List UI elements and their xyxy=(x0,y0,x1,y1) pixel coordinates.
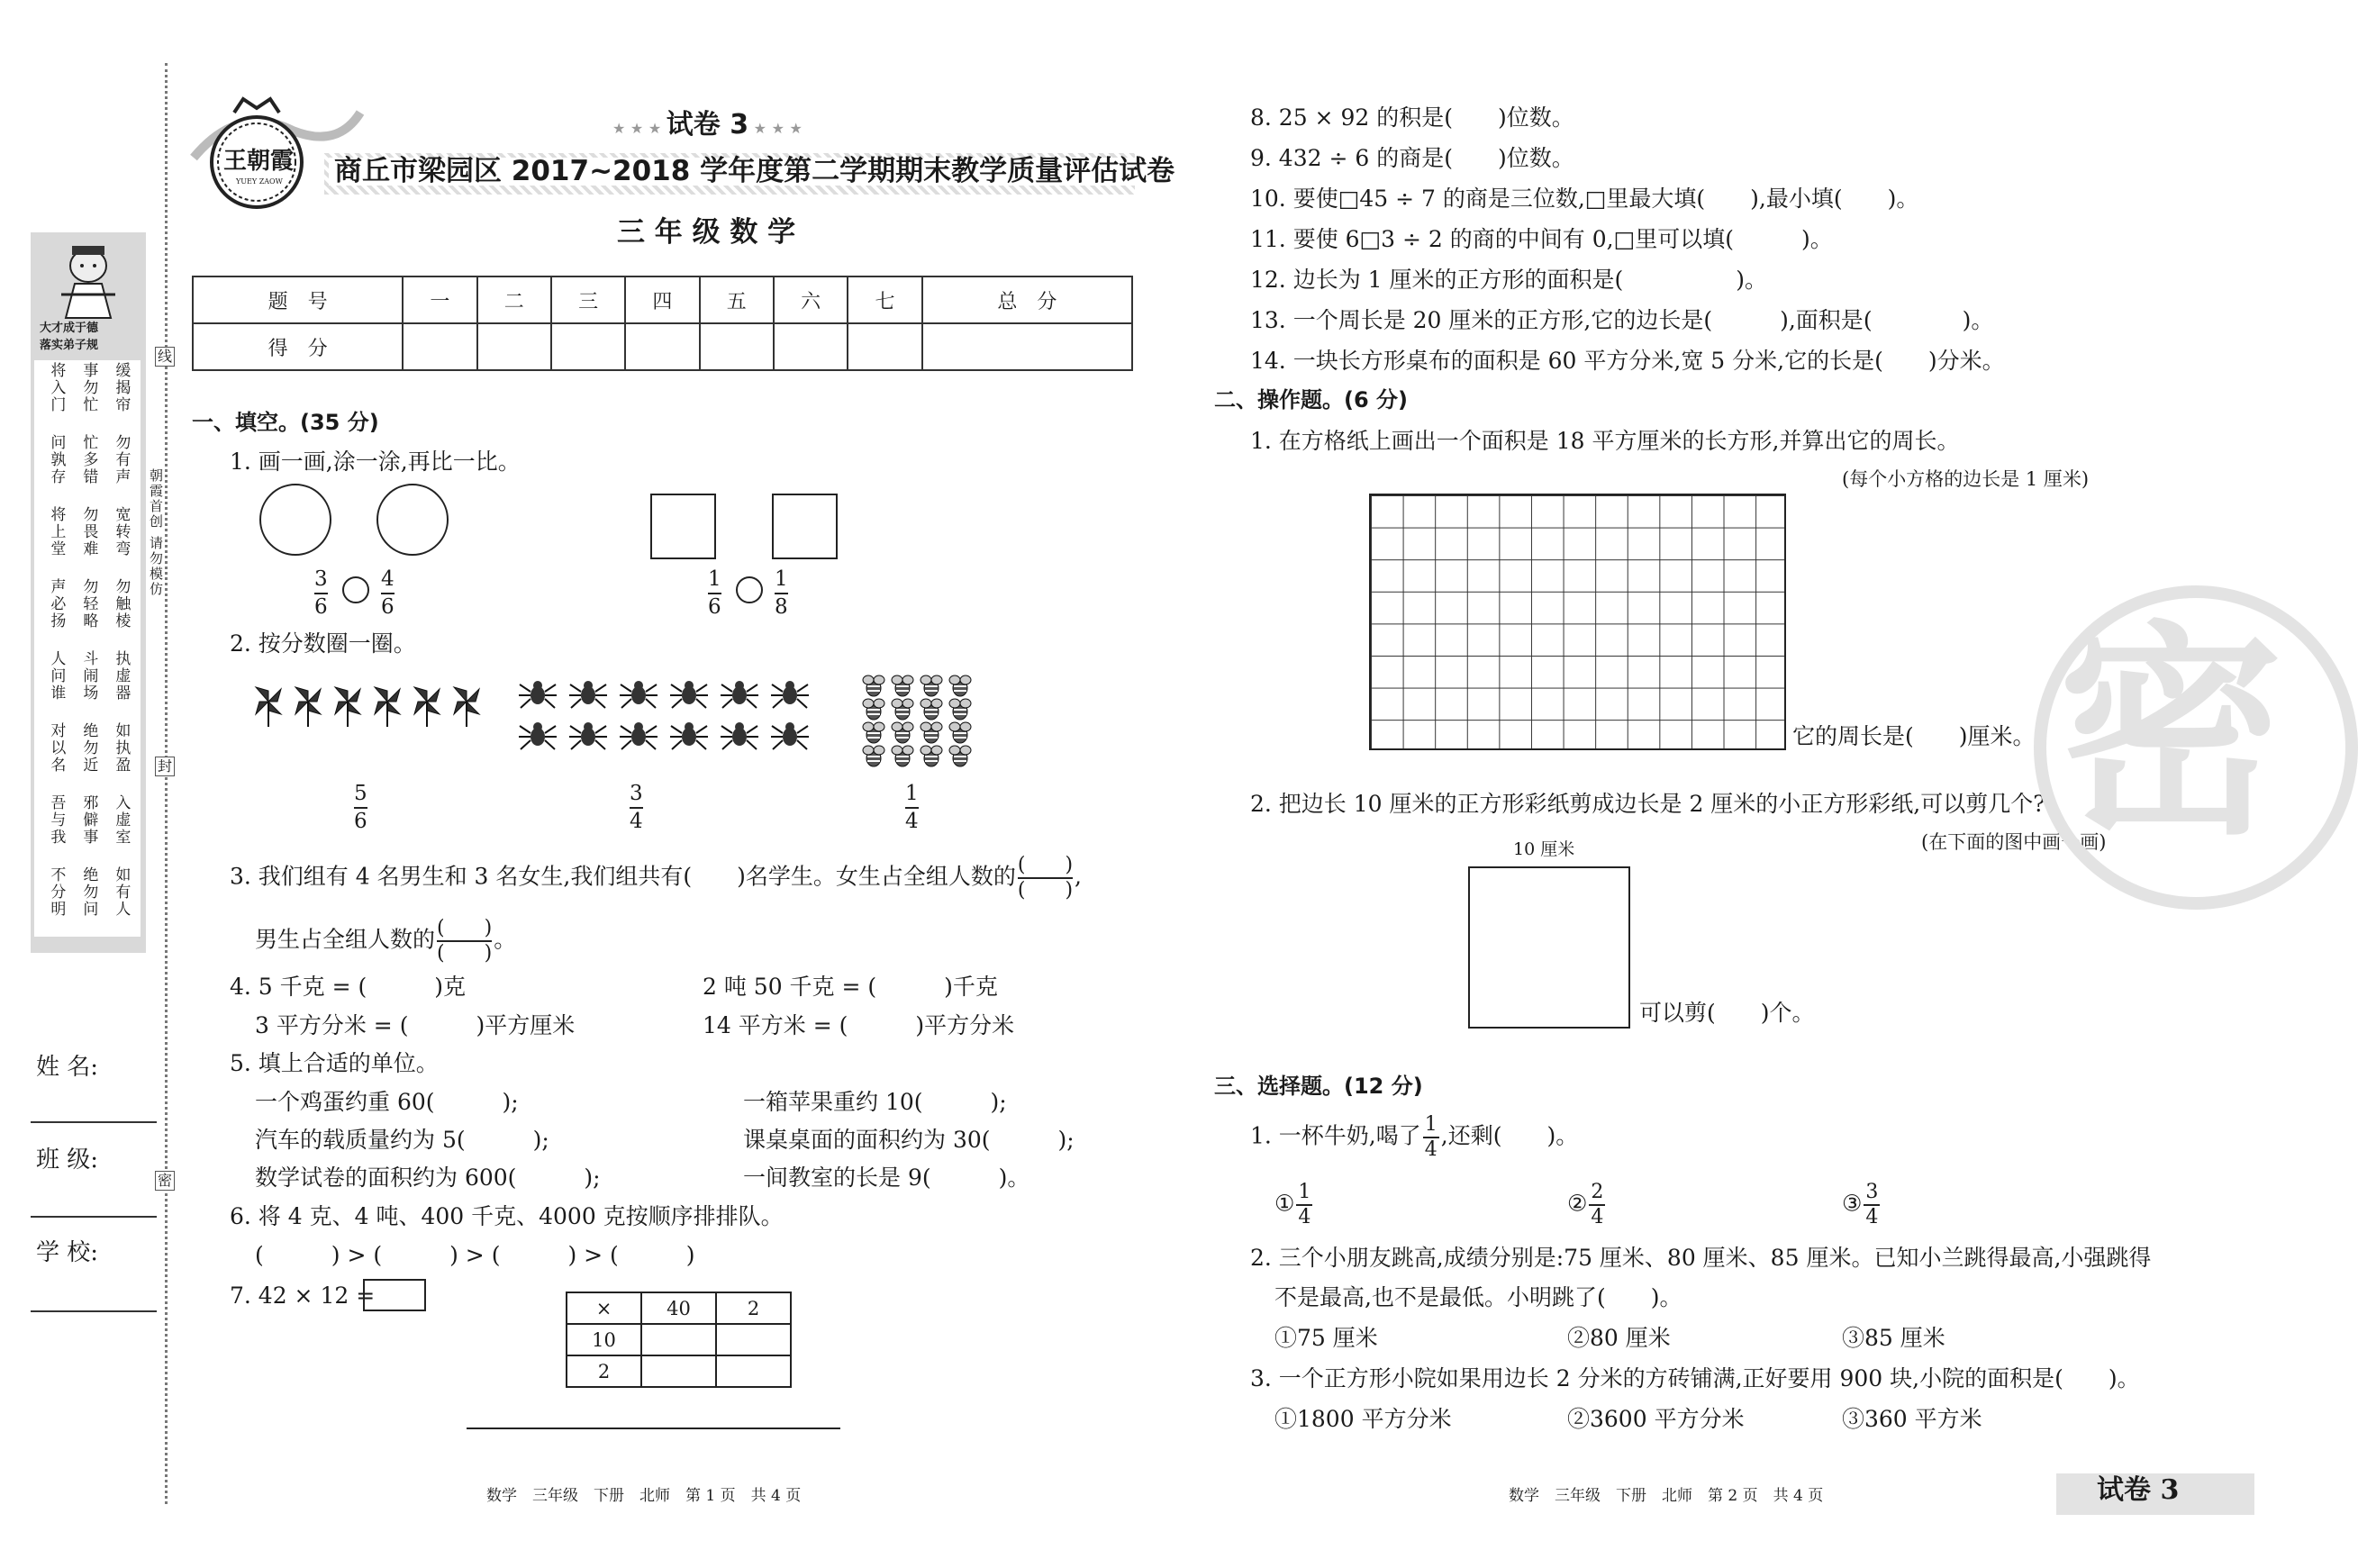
poem-column: 勿触棱 xyxy=(112,578,131,630)
poem-column: 声必扬 xyxy=(47,578,66,630)
poem-column: 吾与我 xyxy=(47,794,66,846)
q2-text: 2. 按分数圈一圈。 xyxy=(230,630,416,657)
q3-blank-fraction[interactable]: ( ) ( ) xyxy=(437,917,493,965)
part3-q1-fraction: $\frac{1}{4}$ xyxy=(1424,1113,1437,1161)
part3-q1-text xyxy=(1250,1115,1578,1160)
score-entry[interactable] xyxy=(774,323,848,370)
logo-text: 王朝霞 xyxy=(223,148,295,175)
part1-heading: 一、填空。(35 分) xyxy=(192,410,379,435)
q7-multiplication-table xyxy=(566,1292,792,1388)
part3-q2-option[interactable]: ①75 厘米 xyxy=(1274,1325,1378,1351)
spider-icon[interactable] xyxy=(568,677,608,717)
class-label: 班 级: xyxy=(36,1147,99,1174)
spider-icon[interactable] xyxy=(720,719,759,758)
q3-text-b: 男生占全组人数的 ( ) ( ) 。 xyxy=(255,917,517,965)
poem-column: 人问谁 xyxy=(47,650,66,702)
part3-q1-text-a: 1. 一杯牛奶,喝了 xyxy=(1250,1122,1421,1149)
q5-item[interactable]: 一个鸡蛋约重 60( ); xyxy=(255,1089,519,1115)
poem-column: 如有人 xyxy=(112,866,131,918)
q1-square-right[interactable] xyxy=(772,494,838,559)
q2-fraction: 5 6 xyxy=(354,782,367,833)
pinwheel-icon[interactable] xyxy=(409,682,445,732)
name-label: 姓 名: xyxy=(36,1054,99,1081)
poem-column: 邪僻事 xyxy=(79,794,98,846)
poem-column: 入虚室 xyxy=(112,794,131,846)
bind-mark-line: 线 xyxy=(155,347,175,367)
score-cell: 六 xyxy=(774,276,848,323)
q1-circle-right[interactable] xyxy=(376,484,449,556)
spider-icon[interactable] xyxy=(669,677,709,717)
class-field[interactable] xyxy=(31,1216,157,1218)
poem-column: 执虚器 xyxy=(112,650,131,702)
q4-item[interactable]: 2 吨 50 千克 = ( )千克 xyxy=(703,974,998,1000)
poem-column: 勿轻略 xyxy=(79,578,98,630)
mult-entry[interactable] xyxy=(641,1355,716,1387)
bind-mark-seal: 封 xyxy=(155,757,175,776)
mult-entry[interactable] xyxy=(716,1324,791,1355)
q2-fraction: 3 4 xyxy=(630,782,643,833)
q7-result-line[interactable] xyxy=(467,1428,840,1429)
binding-dotted-line xyxy=(165,63,168,1504)
score-entry[interactable] xyxy=(625,323,699,370)
pinwheel-icon[interactable] xyxy=(449,682,485,732)
insect-icon[interactable] xyxy=(947,744,974,775)
scholar-illustration xyxy=(43,239,133,320)
poem-column: 将上堂 xyxy=(47,506,66,557)
q3-text-a: 3. 我们组有 4 名男生和 3 名女生,我们组共有( )名学生。女生占全组人数的 xyxy=(230,863,1016,890)
q11-text[interactable]: 11. 要使 6□3 ÷ 2 的商的中间有 0,□里可以填( )。 xyxy=(1250,226,1833,252)
exam-subtitle: 三 年 级 数 学 xyxy=(617,216,796,249)
q3-text-b-label: 男生占全组人数的 xyxy=(255,926,436,953)
q3-text: 3. 我们组有 4 名男生和 3 名女生,我们组共有( )名学生。女生占全组人数的 ( ) ( ) , xyxy=(230,854,1082,902)
q12-text[interactable]: 12. 边长为 1 厘米的正方形的面积是( )。 xyxy=(1250,267,1768,293)
q2-fraction: 1 4 xyxy=(905,782,919,833)
q1-fraction: 3 6 xyxy=(314,567,328,619)
footer-left: 数学 三年级 下册 北师 第 1 页 共 4 页 xyxy=(486,1487,802,1505)
q5-item[interactable]: 一间教室的长是 9( )。 xyxy=(743,1165,1030,1191)
score-cell: 七 xyxy=(848,276,921,323)
part3-q1-option[interactable]: ② $\frac{2}{4}$ xyxy=(1567,1181,1604,1228)
school-label: 学 校: xyxy=(36,1239,99,1266)
bind-mark-secret: 密 xyxy=(155,1171,175,1191)
q1-fraction: 1 6 xyxy=(708,567,721,619)
q5-item[interactable]: 课桌桌面的面积约为 30( ); xyxy=(743,1127,1075,1153)
q1-text: 1. 画一画,涂一涂,再比一比。 xyxy=(230,449,521,475)
q5-item[interactable]: 数学试卷的面积约为 600( ); xyxy=(255,1165,601,1191)
q4-item[interactable]: 4. 5 千克 = ( )克 xyxy=(230,974,467,1000)
part3-q1-text-b[interactable]: ,还剩( )。 xyxy=(1440,1122,1579,1149)
mult-header-cell: 2 xyxy=(567,1355,641,1387)
score-cell: 得 分 xyxy=(193,323,403,370)
q1-compare-circle[interactable] xyxy=(342,576,369,603)
pinwheel-icon[interactable] xyxy=(369,682,405,732)
q5-text: 5. 填上合适的单位。 xyxy=(230,1050,439,1076)
score-entry[interactable] xyxy=(700,323,774,370)
q3-blank-fraction[interactable]: ( ) ( ) xyxy=(1017,854,1074,902)
part3-q2-option[interactable]: ③85 厘米 xyxy=(1842,1325,1945,1351)
spider-icon[interactable] xyxy=(619,719,658,758)
pinwheel-icon[interactable] xyxy=(330,682,366,732)
grid-paper[interactable] xyxy=(1369,494,1786,750)
poem-column: 不分明 xyxy=(47,866,66,918)
score-table-header-row xyxy=(193,276,1132,323)
spider-icon[interactable] xyxy=(568,719,608,758)
score-entry[interactable] xyxy=(403,323,476,370)
q13-text[interactable]: 13. 一个周长是 20 厘米的正方形,它的边长是( ),面积是( )。 xyxy=(1250,307,1994,333)
part2-q2-answer[interactable]: 可以剪( )个。 xyxy=(1639,1000,1815,1026)
exam-title: 商丘市梁园区 2017~2018 学年度第二学期期末教学质量评估试卷 xyxy=(329,158,1180,186)
spider-icon[interactable] xyxy=(518,677,558,717)
score-entry[interactable] xyxy=(922,323,1132,370)
part3-q2-option[interactable]: ②80 厘米 xyxy=(1567,1325,1671,1351)
score-cell: 二 xyxy=(477,276,551,323)
pinwheel-icon[interactable] xyxy=(250,682,286,732)
score-table xyxy=(192,276,1133,371)
star-decoration: ★ ★ ★ xyxy=(612,120,667,137)
q7-answer-box[interactable] xyxy=(363,1279,426,1311)
part3-q1-option[interactable]: ① $\frac{1}{4}$ xyxy=(1274,1181,1311,1228)
q1-fraction: 4 6 xyxy=(381,567,395,619)
poem-column: 宽转弯 xyxy=(112,506,131,557)
sidebar-motto-2: 落实弟子规 xyxy=(40,339,99,352)
q6-order-blanks[interactable]: ( ) > ( ) > ( ) > ( ) xyxy=(255,1242,695,1268)
insect-icon[interactable] xyxy=(860,744,887,775)
poem-column: 勿有声 xyxy=(112,434,131,485)
q5-item[interactable]: 一箱苹果重约 10( ); xyxy=(743,1089,1007,1115)
score-cell: 三 xyxy=(551,276,625,323)
spider-icon[interactable] xyxy=(770,719,810,758)
q1-compare-circle[interactable] xyxy=(736,576,763,603)
mult-header-cell: 10 xyxy=(567,1324,641,1355)
q4-item[interactable]: 3 平方分米 = ( )平方厘米 xyxy=(255,1012,576,1038)
spider-icon[interactable] xyxy=(720,677,759,717)
insect-icon[interactable] xyxy=(889,744,916,775)
part2-q2-text: 2. 把边长 10 厘米的正方形彩纸剪成边长是 2 厘米的小正方形彩纸,可以剪几个? xyxy=(1250,791,2045,817)
poem-column: 勿畏难 xyxy=(79,506,98,557)
part2-heading: 二、操作题。(6 分) xyxy=(1214,387,1408,412)
score-cell: 一 xyxy=(403,276,476,323)
part3-q2-text-b[interactable]: 不是最高,也不是最低。小明跳了( )。 xyxy=(1274,1284,1682,1310)
spider-icon[interactable] xyxy=(518,719,558,758)
q14-text[interactable]: 14. 一块长方形桌布的面积是 60 平方分米,宽 5 分米,它的长是( )分米。 xyxy=(1250,348,2005,374)
insect-icon[interactable] xyxy=(918,744,945,775)
q10-text[interactable]: 10. 要使□45 ÷ 7 的商是三位数,□里最大填( ),最小填( )。 xyxy=(1250,186,1919,212)
score-cell: 五 xyxy=(700,276,774,323)
poem-column: 如执盈 xyxy=(112,722,131,774)
poem-column: 缓揭帘 xyxy=(112,362,131,413)
score-cell: 总 分 xyxy=(922,276,1132,323)
sidebar-notice: 朝霞首创 请勿模仿 xyxy=(148,468,164,597)
part3-q3-option[interactable]: ③360 平方米 xyxy=(1842,1406,1982,1432)
q1-fraction: 1 8 xyxy=(775,567,788,619)
q7-text: 7. 42 × 12 = xyxy=(230,1282,376,1309)
mult-header-cell: 40 xyxy=(641,1292,716,1324)
score-entry[interactable] xyxy=(551,323,625,370)
spider-icon[interactable] xyxy=(619,677,658,717)
paper-tag xyxy=(612,109,803,140)
footer-right: 数学 三年级 下册 北师 第 2 页 共 4 页 xyxy=(1509,1487,1824,1505)
poem-column: 问孰存 xyxy=(47,434,66,485)
school-field[interactable] xyxy=(31,1310,157,1312)
watermark-glyph: 密 xyxy=(2058,603,2283,865)
score-entry[interactable] xyxy=(477,323,551,370)
paper-tag-label: 试卷 3 xyxy=(666,109,749,140)
poem-column: 绝勿近 xyxy=(79,722,98,774)
poem-column: 斗闹场 xyxy=(79,650,98,702)
q6-text: 6. 将 4 克、4 吨、400 千克、4000 克按顺序排排队。 xyxy=(230,1203,784,1229)
poem-column: 将入门 xyxy=(47,362,66,413)
poem-column: 忙多错 xyxy=(79,434,98,485)
name-field[interactable] xyxy=(31,1121,157,1123)
poem-column: 对以名 xyxy=(47,722,66,774)
part2-q2-note: (在下面的图中画一画) xyxy=(1921,831,2107,853)
part3-q3-option[interactable]: ②3600 平方分米 xyxy=(1567,1406,1745,1432)
part2-q1-answer[interactable]: 它的周长是( )厘米。 xyxy=(1792,723,2036,749)
drawing-square[interactable] xyxy=(1468,866,1630,1029)
score-cell: 四 xyxy=(625,276,699,323)
score-entry[interactable] xyxy=(848,323,921,370)
mult-entry[interactable] xyxy=(641,1324,716,1355)
square-size-label: 10 厘米 xyxy=(1513,839,1575,859)
part3-q3-text[interactable]: 3. 一个正方形小院如果用边长 2 分米的方砖铺满,正好要用 900 块,小院的面积是( )。 xyxy=(1250,1365,2140,1391)
part3-q2-text: 2. 三个小朋友跳高,成绩分别是:75 厘米、80 厘米、85 厘米。已知小兰跳得最高,小强跳得 xyxy=(1250,1245,2152,1271)
corner-tag: 试卷 3 xyxy=(2097,1474,2180,1506)
q1-square-left[interactable] xyxy=(650,494,716,559)
part2-q1-note: (每个小方格的边长是 1 厘米) xyxy=(1842,468,2090,490)
q1-circle-left[interactable] xyxy=(259,484,331,556)
poem-column: 事勿忙 xyxy=(79,362,98,413)
pinwheel-icon[interactable] xyxy=(290,682,326,732)
spider-icon[interactable] xyxy=(770,677,810,717)
part3-heading: 三、选择题。(12 分) xyxy=(1214,1074,1423,1099)
mult-header-cell: 2 xyxy=(716,1292,791,1324)
score-cell: 题 号 xyxy=(193,276,403,323)
star-decoration: ★ ★ ★ xyxy=(748,120,803,137)
score-table-score-row xyxy=(193,323,1132,370)
part3-q1-option[interactable]: ③ $\frac{3}{4}$ xyxy=(1842,1181,1879,1228)
q8-text[interactable]: 8. 25 × 92 的积是( )位数。 xyxy=(1250,104,1574,131)
mult-header-cell: × xyxy=(567,1292,641,1324)
part3-q3-option[interactable]: ①1800 平方分米 xyxy=(1274,1406,1452,1432)
logo-subtext: YUEY ZAOW xyxy=(236,177,283,186)
q4-item[interactable]: 14 平方米 = ( )平方分米 xyxy=(703,1012,1015,1038)
sidebar-motto-1: 大才成于德 xyxy=(40,322,99,335)
mult-entry[interactable] xyxy=(716,1355,791,1387)
q5-item[interactable]: 汽车的载质量约为 5( ); xyxy=(255,1127,549,1153)
q9-text[interactable]: 9. 432 ÷ 6 的商是( )位数。 xyxy=(1250,145,1574,171)
spider-icon[interactable] xyxy=(669,719,709,758)
poem-column: 绝勿问 xyxy=(79,866,98,918)
part2-q1-text: 1. 在方格纸上画出一个面积是 18 平方厘米的长方形,并算出它的周长。 xyxy=(1250,428,1960,454)
